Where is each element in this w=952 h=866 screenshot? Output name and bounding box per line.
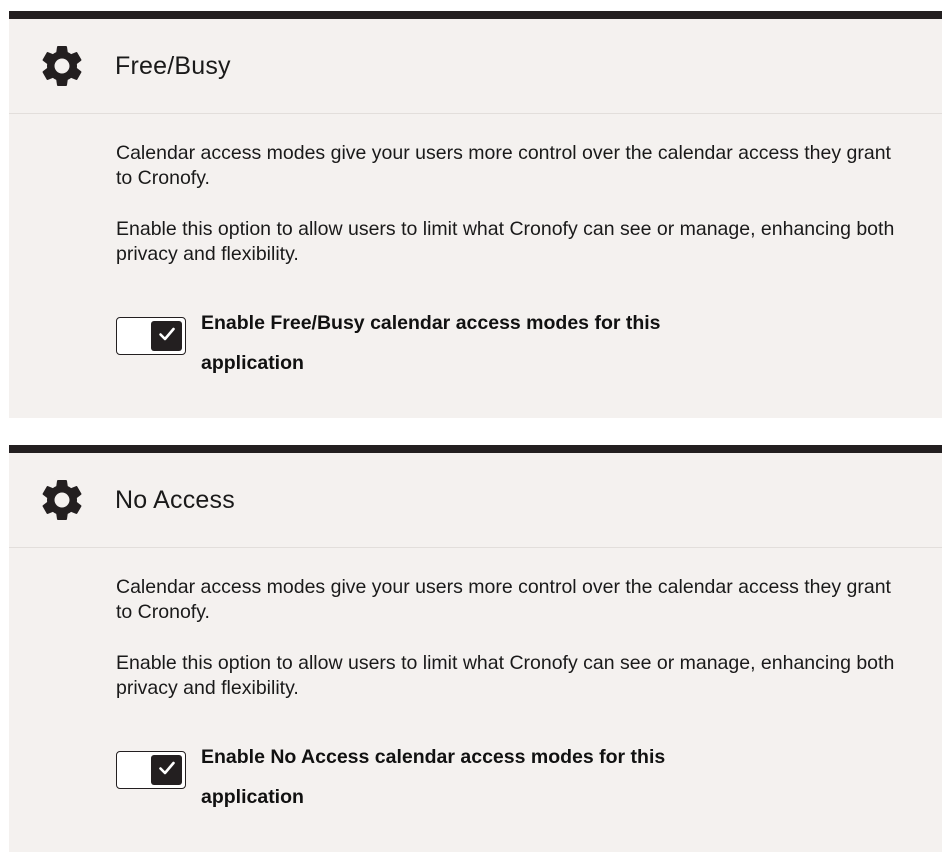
description-text: Enable this option to allow users to limit what Cronofy can see or manage, enhancing both privacy and flexibility.: [116, 652, 895, 699]
toggle-row: [116, 303, 942, 383]
description-text: Enable this option to allow users to limit what Cronofy can see or manage, enhancing both privacy and flexibility.: [116, 218, 895, 265]
panel-title: Free/Busy: [115, 51, 231, 80]
no-access-panel: [9, 445, 942, 852]
panel-header: [9, 453, 942, 548]
free-busy-toggle[interactable]: [116, 317, 186, 355]
panel-title: No Access: [115, 485, 235, 514]
panel-body: [9, 114, 942, 383]
no-access-toggle[interactable]: [116, 751, 186, 789]
description-text: Calendar access modes give your users more control over the calendar access they grant to Cronofy.: [116, 142, 891, 189]
toggle-knob: [151, 755, 182, 785]
toggle-label[interactable]: Enable No Access calendar access modes for this application: [201, 746, 666, 808]
toggle-knob: [151, 321, 182, 351]
gear-icon: [36, 474, 88, 526]
panel-body: [9, 548, 942, 817]
description-text: Calendar access modes give your users more control over the calendar access they grant to Cronofy.: [116, 576, 891, 623]
checkmark-icon: [158, 326, 176, 347]
gear-icon: [36, 40, 88, 92]
toggle-label[interactable]: Enable Free/Busy calendar access modes for this application: [201, 312, 661, 374]
free-busy-panel: [9, 11, 942, 418]
toggle-row: [116, 737, 942, 817]
checkmark-icon: [158, 760, 176, 781]
panel-header: [9, 19, 942, 114]
